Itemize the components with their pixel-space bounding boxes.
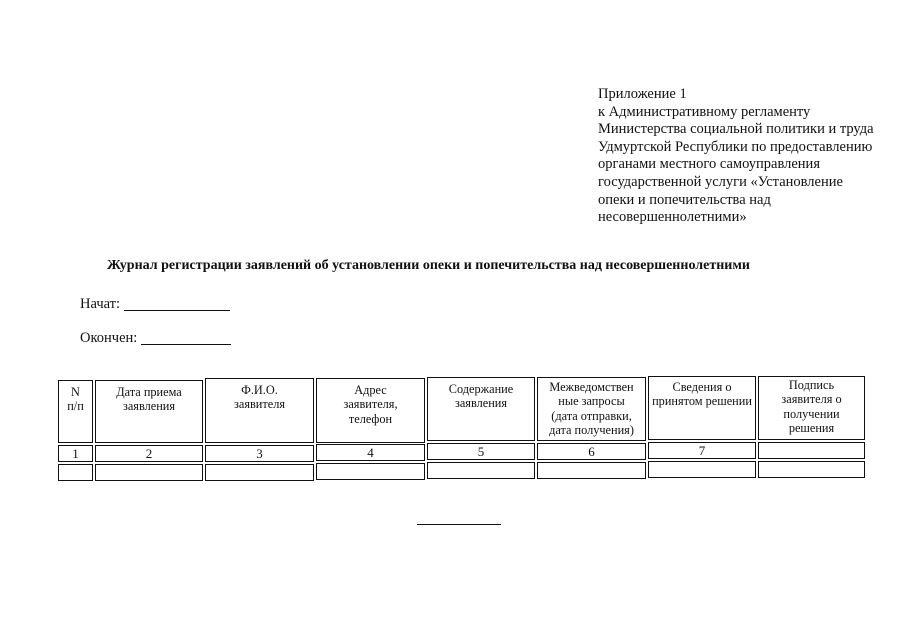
empty-table-cell (58, 464, 93, 481)
empty-table-cell (427, 462, 535, 479)
column-number-cell (758, 442, 865, 459)
started-blank (124, 296, 230, 311)
appendix-line: Удмуртской Республики по предоставлению (598, 138, 873, 155)
header-cell-requests: Межведомствен ные запросы (дата отправки, дата получения) (537, 377, 646, 441)
column-number-cell: 6 (537, 443, 646, 460)
footer-divider (417, 524, 501, 525)
journal-title: Журнал регистрации заявлений об установлении опеки и попечительства над несовершеннолетними (107, 258, 750, 273)
column-number-cell: 7 (648, 442, 756, 459)
column-number-cell: 1 (58, 445, 93, 462)
empty-table-cell (316, 463, 425, 480)
appendix-line: несовершеннолетними» (598, 209, 747, 226)
appendix-line: государственной услуги «Установление (598, 173, 843, 190)
column-number-cell: 3 (205, 445, 314, 462)
started-field (80, 296, 230, 313)
header-cell-content: Содержание заявления (427, 377, 535, 441)
finished-blank (141, 330, 231, 345)
appendix-line: Министерства социальной политики и труда (598, 121, 874, 138)
appendix-line: Приложение 1 (598, 86, 687, 102)
header-cell-date: Дата приема заявления (95, 380, 203, 443)
header-cell-address: Адрес заявителя, телефон (316, 378, 425, 443)
column-number-cell: 2 (95, 445, 203, 462)
appendix-note (598, 86, 898, 227)
appendix-line: к Административному регламенту (598, 103, 811, 120)
empty-table-cell (205, 464, 314, 481)
header-cell-signature: Подпись заявителя о получении решения (758, 376, 865, 440)
empty-table-cell (648, 461, 756, 478)
column-number-cell: 4 (316, 444, 425, 461)
finished-label: Окончен: (80, 330, 138, 346)
header-cell-name: Ф.И.О. заявителя (205, 378, 314, 443)
header-cell-number: N п/п (58, 380, 93, 443)
appendix-line: опеки и попечительства над (598, 191, 771, 208)
header-cell-decision: Сведения о принятом решении (648, 376, 756, 440)
appendix-line: органами местного самоуправления (598, 156, 820, 173)
finished-field (80, 330, 231, 347)
column-number-cell: 5 (427, 443, 535, 460)
empty-table-cell (95, 464, 203, 481)
empty-table-cell (537, 462, 646, 479)
empty-table-cell (758, 461, 865, 478)
started-label: Начат: (80, 296, 121, 312)
